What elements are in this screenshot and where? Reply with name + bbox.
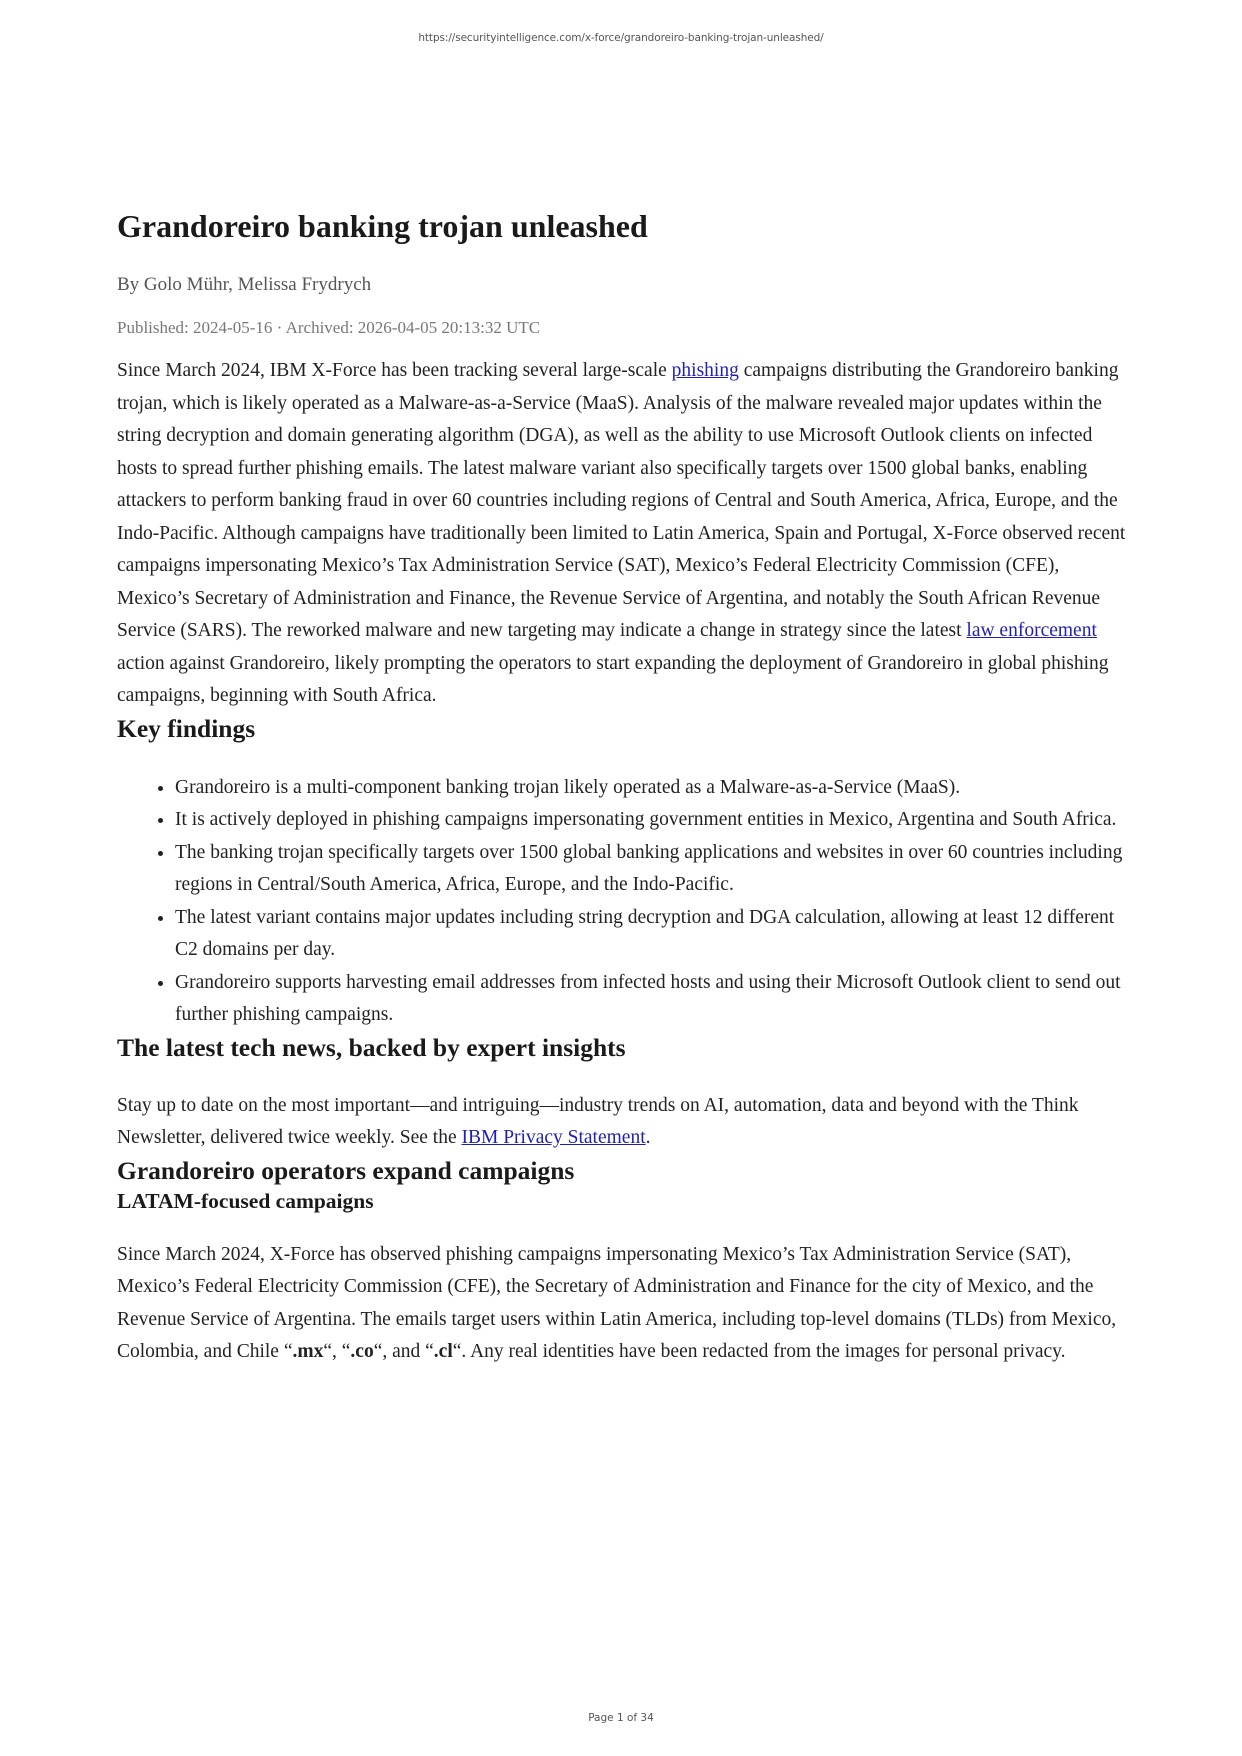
latam-text-1: Since March 2024, X-Force has observed phishing campaigns impersonating Mexico’s Tax Administration Service (SAT), Mexico’s Federal Electricity Commission (CFE), the Secretary of Administration and Finance for the city of Mexico, and the Revenue Service of Argentina. The emails target users within Latin America, including top-level domains (TLDs) from Mexico, Colombia, and Chile “: [117, 1243, 1117, 1362]
article-publish-meta: Published: 2024-05-16 · Archived: 2026-04-05 20:13:32 UTC: [117, 318, 541, 337]
newsletter-heading: The latest tech news, backed by expert insights: [117, 1032, 626, 1062]
newsletter-text-2: .: [645, 1127, 651, 1148]
newsletter-paragraph: [117, 1090, 1127, 1155]
list-item: • The banking trojan specifically targets over 1500 global banking applications and websites in over 60 countries including regions in Central/South America, Africa, Europe, and the Indo-Pacific.: [175, 837, 1127, 902]
page-number: Page 1 of 34: [588, 1712, 654, 1724]
intro-text-2: campaigns distributing the Grandoreiro banking trojan, which is likely operated as a Malware-as-a-Service (MaaS). Analysis of the malware revealed major updates within the string decryption and domain generating algorithm (DGA), as well as the ability to use Microsoft Outlook clients on infected hosts to spread further phishing emails. The latest malware variant also specifically targets over 1500 global banks, enabling attackers to perform banking fraud in over 60 countries including regions of Central and South America, Africa, Europe, and the Indo-Pacific. Although campaigns have traditionally been limited to Latin America, Spain and Portugal, X-Force observed recent campaigns impersonating Mexico’s Tax Administration Service (SAT), Mexico’s Federal Electricity Commission (CFE), Mexico’s Secretary of Administration and Finance, the Revenue Service of Argentina, and notably the South African Revenue Service (SARS). The reworked malware and new targeting may indicate a change in strategy since the latest: [117, 360, 1126, 641]
newsletter-text-1: Stay up to date on the most important—and intriguing—industry trends on AI, automation, data and beyond with the Think Newsletter, delivered twice weekly. See the: [117, 1094, 1079, 1148]
tld-co: .co: [350, 1341, 374, 1362]
tld-separator: “, and “: [373, 1341, 434, 1362]
tld-separator: “, “: [323, 1341, 351, 1362]
tld-cl: .cl: [433, 1341, 453, 1362]
phishing-link[interactable]: phishing: [671, 360, 739, 381]
article-byline: By Golo Mühr, Melissa Frydrych: [117, 274, 372, 295]
list-item: • Grandoreiro is a multi-component banking trojan likely operated as a Malware-as-a-Service (MaaS).: [175, 772, 1127, 805]
key-findings-heading: Key findings: [117, 713, 256, 743]
ibm-privacy-statement-link[interactable]: IBM Privacy Statement: [461, 1127, 646, 1148]
intro-text-1: Since March 2024, IBM X-Force has been tracking several large-scale: [117, 360, 672, 381]
intro-text-3: action against Grandoreiro, likely prompting the operators to start expanding the deployment of Grandoreiro in global phishing campaigns, beginning with South Africa.: [117, 652, 1109, 706]
list-item: • It is actively deployed in phishing campaigns impersonating government entities in Mexico, Argentina and South Africa.: [175, 804, 1127, 837]
latam-paragraph: [117, 1239, 1127, 1369]
tld-mx: .mx: [292, 1341, 324, 1362]
list-item: • The latest variant contains major updates including string decryption and DGA calculation, allowing at least 12 different C2 domains per day.: [175, 902, 1127, 967]
article-title: Grandoreiro banking trojan unleashed: [117, 208, 648, 244]
article-content: [117, 206, 1127, 1369]
page-url-header: https://securityintelligence.com/x-force/grandoreiro-banking-trojan-unleashed/: [418, 32, 824, 44]
law-enforcement-link[interactable]: law enforcement: [966, 620, 1097, 641]
intro-paragraph: [117, 355, 1127, 713]
latam-text-2: “. Any real identities have been redacted from the images for personal privacy.: [452, 1341, 1066, 1362]
operators-heading: Grandoreiro operators expand campaigns: [117, 1155, 575, 1185]
list-item: • Grandoreiro supports harvesting email addresses from infected hosts and using their Microsoft Outlook client to send out further phishing campaigns.: [175, 967, 1127, 1032]
key-findings-list: [117, 772, 1127, 1032]
latam-subheading: LATAM-focused campaigns: [117, 1188, 374, 1213]
